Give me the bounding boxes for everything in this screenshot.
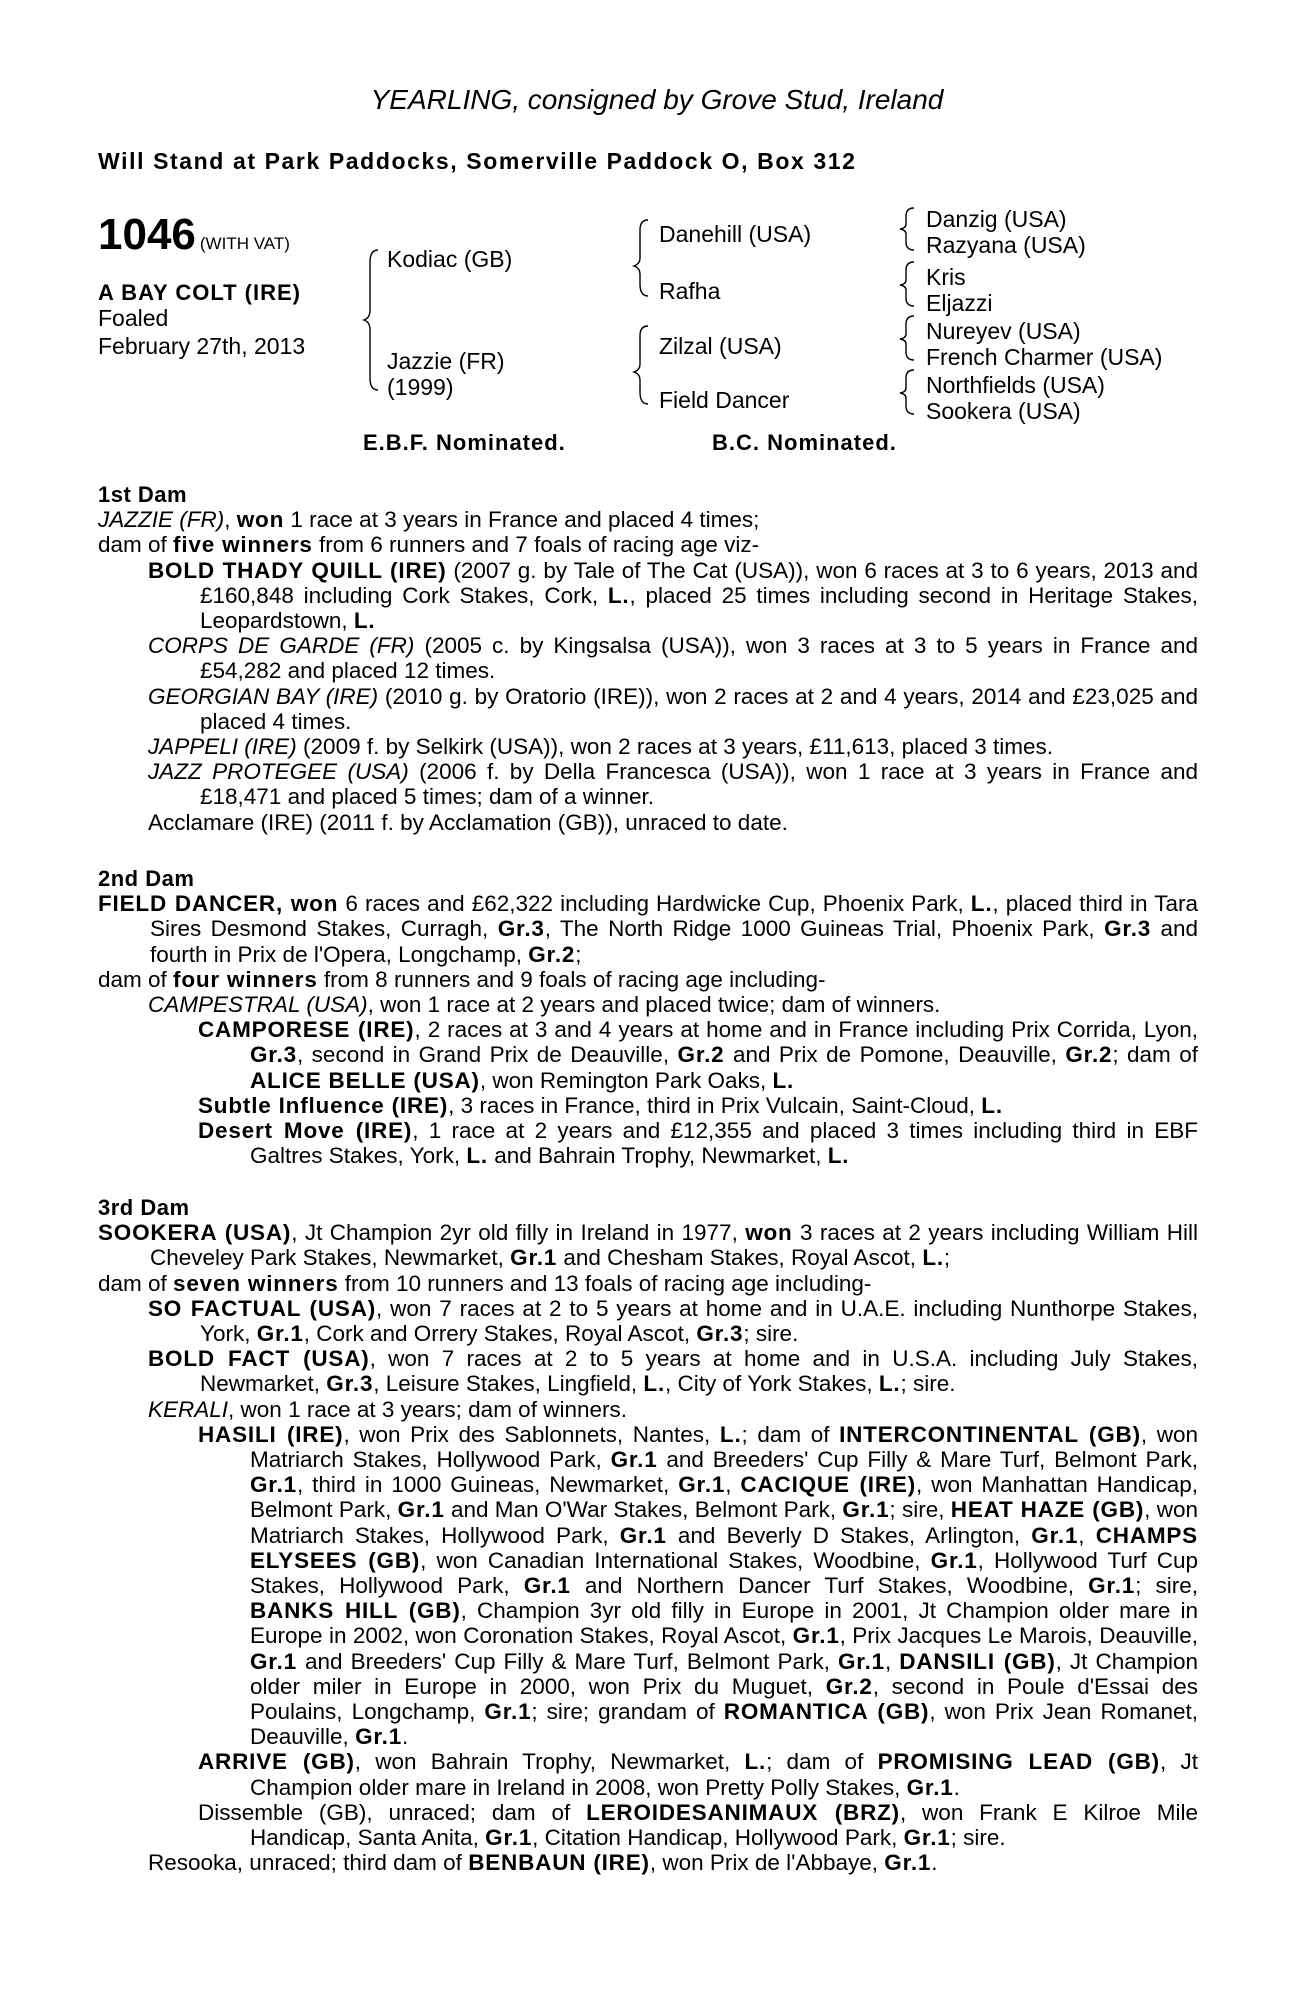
second-dam-record: FIELD DANCER, won 6 races and £62,322 including Hardwicke Cup, Phoenix Park, L., placed third in Tara Sires Desmond Stakes, Curragh, Gr.3, The North Ridge 1000 Guineas Trial, Phoenix Park, Gr.3 and fourth in Prix de l'Opera, Longchamp, Gr.2; xyxy=(98,891,1198,967)
progeny-entry: KERALI, won 1 race at 3 years; dam of winners. xyxy=(148,1396,627,1422)
dam-sire: Zilzal (USA) xyxy=(659,333,782,359)
progeny-entry: Dissemble (GB), unraced; dam of LEROIDESANIMAUX (BRZ), won Frank E Kilroe Mile Handicap, Santa Anita, Gr.1, Citation Handicap, Hollywood Park, Gr.1; sire. xyxy=(198,1799,1198,1851)
foaled-date: February 27th, 2013 xyxy=(98,333,306,359)
progeny-entry: BOLD THADY QUILL (IRE) (2007 g. by Tale of The Cat (USA)), won 6 races at 3 to 6 years, 2013 and £160,848 including Cork Stakes, Cork, L., placed 25 times including second in Heritage Stakes, Leopardstown, L. xyxy=(148,557,1198,634)
sire-dam: Rafha xyxy=(659,278,721,304)
progeny-entry: ARRIVE (GB), won Bahrain Trophy, Newmarket, L.; dam of PROMISING LEAD (GB), Jt Champion older mare in Ireland in 2008, won Pretty Polly Stakes, Gr.1. xyxy=(198,1749,1198,1800)
third-dam-title: 3rd Dam xyxy=(98,1195,190,1220)
vat-note: (WITH VAT) xyxy=(199,234,290,253)
dam: Jazzie (FR) xyxy=(387,348,505,374)
grandparent-6: French Charmer (USA) xyxy=(926,344,1163,370)
first-dam-section xyxy=(98,482,1198,835)
stand-location: Will Stand at Park Paddocks, Somerville Paddock O, Box 312 xyxy=(98,148,857,174)
foaled-label: Foaled xyxy=(98,305,169,331)
progeny-entry: CAMPESTRAL (USA), won 1 race at 2 years and placed twice; dam of winners. xyxy=(148,992,941,1018)
progeny-entry: Resooka, unraced; third dam of BENBAUN (IRE), won Prix de l'Abbaye, Gr.1. xyxy=(148,1850,938,1876)
grandparent-7: Northfields (USA) xyxy=(926,372,1105,398)
grandparent-1: Danzig (USA) xyxy=(926,206,1067,232)
progeny-entry: JAPPELI (IRE) (2009 f. by Selkirk (USA)), won 2 races at 3 years, £11,613, placed 3 times. xyxy=(148,734,1053,760)
lot-number-value: 1046 xyxy=(98,210,196,259)
horse-name: A BAY COLT (IRE) xyxy=(98,280,302,305)
progeny-entry: CORPS DE GARDE (FR) (2005 c. by Kingsalsa (USA)), won 3 races at 3 to 5 years in France and £54,282 and placed 12 times. xyxy=(148,633,1198,684)
progeny-entry: Acclamare (IRE) (2011 f. by Acclamation (GB)), unraced to date. xyxy=(148,809,788,835)
bc-nominated: B.C. Nominated. xyxy=(712,430,897,455)
grandparent-2: Razyana (USA) xyxy=(926,232,1086,258)
sire: Kodiac (GB) xyxy=(387,246,513,272)
second-dam-section xyxy=(98,866,1198,1168)
first-dam-title: 1st Dam xyxy=(98,482,188,507)
second-dam-produce-summary: dam of four winners from 8 runners and 9 foals of racing age including- xyxy=(98,966,826,992)
page-header: YEARLING, consigned by Grove Stud, Ireland xyxy=(370,84,944,115)
ebf-nominated: E.B.F. Nominated. xyxy=(363,430,566,455)
progeny-entry: JAZZ PROTEGEE (USA) (2006 f. by Della Francesca (USA)), won 1 race at 3 years in France and £18,471 and placed 5 times; dam of a winner. xyxy=(148,759,1198,810)
progeny-entry: BOLD FACT (USA), won 7 races at 2 to 5 years at home and in U.S.A. including July Stakes, Newmarket, Gr.3, Leisure Stakes, Lingfield, L., City of York Stakes, L.; sire. xyxy=(148,1346,1198,1397)
progeny-entry: HASILI (IRE), won Prix des Sablonnets, Nantes, L.; dam of INTERCONTINENTAL (GB), won Matriarch Stakes, Hollywood Park, Gr.1 and Breeders' Cup Filly & Mare Turf, Belmont Park, Gr.1, third in 1000 Guineas, Newmarket, Gr.1, CACIQUE (IRE), won Manhattan Handicap, Belmont Park, Gr.1 and Man O'War Stakes, Belmont Park, Gr.1; sire, HEAT HAZE (GB), won Matriarch Stakes, Hollywood Park, Gr.1 and Beverly D Stakes, Arlington, Gr.1, CHAMPS ELYSEES (GB), won Canadian International Stakes, Woodbine, Gr.1, Hollywood Turf Cup Stakes, Hollywood Park, Gr.1 and Northern Dancer Turf Stakes, Woodbine, Gr.1; sire, BANKS HILL (GB), Champion 3yr old filly in Europe in 2001, Jt Champion older mare in Europe in 2002, won Coronation Stakes, Royal Ascot, Gr.1, Prix Jacques Le Marois, Deauville, Gr.1 and Breeders' Cup Filly & Mare Turf, Belmont Park, Gr.1, DANSILI (GB), Jt Champion older miler in Europe in 2000, won Prix du Muguet, Gr.2, second in Poule d'Essai des Poulains, Longchamp, Gr.1; sire; grandam of ROMANTICA (GB), won Prix Jean Romanet, Deauville, Gr.1. xyxy=(198,1421,1199,1750)
first-dam-produce-summary: dam of five winners from 6 runners and 7 foals of racing age viz- xyxy=(98,532,760,558)
grandparent-4: Eljazzi xyxy=(926,290,993,316)
sire-sire: Danehill (USA) xyxy=(659,221,812,247)
dam-year: (1999) xyxy=(387,374,454,400)
pedigree-brackets xyxy=(0,0,1314,460)
progeny-entry: Subtle Influence (IRE), 3 races in France, third in Prix Vulcain, Saint-Cloud, L. xyxy=(198,1092,1003,1118)
grandparent-8: Sookera (USA) xyxy=(926,398,1081,424)
progeny-entry: SO FACTUAL (USA), won 7 races at 2 to 5 years at home and in U.A.E. including Nunthorpe Stakes, York, Gr.1, Cork and Orrery Stakes, Royal Ascot, Gr.3; sire. xyxy=(148,1295,1198,1347)
second-dam-title: 2nd Dam xyxy=(98,866,195,891)
progeny-entry: Desert Move (IRE), 1 race at 2 years and £12,355 and placed 3 times including third in EBF Galtres Stakes, York, L. and Bahrain Trophy, Newmarket, L. xyxy=(198,1118,1198,1169)
third-dam-produce-summary: dam of seven winners from 10 runners and 13 foals of racing age including- xyxy=(98,1270,872,1296)
third-dam-section xyxy=(98,1195,1198,1875)
grandparent-5: Nureyev (USA) xyxy=(926,318,1081,344)
third-dam-record: SOOKERA (USA), Jt Champion 2yr old filly in Ireland in 1977, won 3 races at 2 years including William Hill Cheveley Park Stakes, Newmarket, Gr.1 and Chesham Stakes, Royal Ascot, L.; xyxy=(98,1220,1198,1271)
dam-dam: Field Dancer xyxy=(659,387,790,413)
grandparent-3: Kris xyxy=(926,264,966,290)
progeny-entry: GEORGIAN BAY (IRE) (2010 g. by Oratorio (IRE)), won 2 races at 2 and 4 years, 2014 and £23,025 and placed 4 times. xyxy=(148,683,1198,734)
progeny-entry: CAMPORESE (IRE), 2 races at 3 and 4 years at home and in France including Prix Corrida, Lyon, Gr.3, second in Grand Prix de Deauville, Gr.2 and Prix de Pomone, Deauville, Gr.2; dam of ALICE BELLE (USA), won Remington Park Oaks, L. xyxy=(198,1017,1199,1093)
first-dam-record: JAZZIE (FR), won 1 race at 3 years in France and placed 4 times; xyxy=(98,507,760,533)
